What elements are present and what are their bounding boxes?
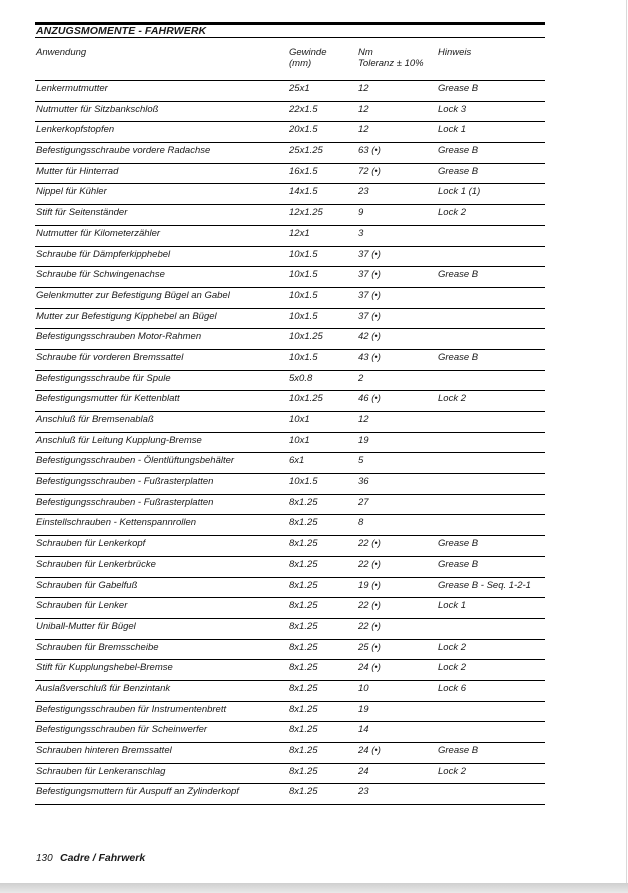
cell-anwendung: Schrauben für Lenker xyxy=(36,600,128,612)
cell-anwendung: Befestigungsmuttern für Auspuff an Zylinderkopf xyxy=(36,786,239,798)
cell-anwendung: Befestigungsschraube vordere Radachse xyxy=(36,145,211,157)
cell-gewinde: 10x1.5 xyxy=(289,289,318,301)
cell-hinweis: Lock 1 xyxy=(438,600,466,612)
cell-anwendung: Nutmutter für Kilometerzähler xyxy=(36,227,161,239)
cell-hinweis: Grease B - Seq. 1-2-1 xyxy=(438,579,531,591)
cell-hinweis: Grease B xyxy=(438,83,479,94)
cell-gewinde: 8x1.25 xyxy=(289,620,318,632)
cell-nm: 14 xyxy=(358,724,369,736)
cell-gewinde: 10x1 xyxy=(289,414,310,425)
cell-nm: 19 xyxy=(358,703,369,715)
table-row xyxy=(35,640,545,661)
cell-gewinde: 10x1 xyxy=(289,434,310,446)
table-row xyxy=(35,433,545,454)
cell-hinweis: Lock 6 xyxy=(438,682,466,694)
window-bottom-edge xyxy=(0,883,628,893)
cell-nm: 27 xyxy=(358,496,369,508)
cell-gewinde: 14x1.5 xyxy=(289,186,318,198)
cell-gewinde: 10x1.25 xyxy=(289,331,323,343)
table-row xyxy=(35,309,545,330)
cell-gewinde: 8x1.25 xyxy=(289,641,318,653)
cell-gewinde: 16x1.5 xyxy=(289,165,318,177)
cell-hinweis: Lock 2 xyxy=(438,393,466,405)
table-row xyxy=(35,247,545,268)
table-row xyxy=(35,557,545,578)
table-row xyxy=(35,81,545,102)
cell-gewinde: 12x1 xyxy=(289,227,310,239)
cell-anwendung: Befestigungsschrauben für Scheinwerfer xyxy=(36,724,208,736)
cell-nm: 37 (•) xyxy=(358,289,381,301)
cell-nm: 37 (•) xyxy=(358,269,381,281)
column-header-gewinde xyxy=(289,47,327,69)
table-row xyxy=(35,784,545,805)
torque-table xyxy=(35,81,545,805)
cell-nm: 72 (•) xyxy=(358,165,381,177)
cell-nm: 10 xyxy=(358,682,369,694)
cell-anwendung: Lenkerkopfstopfen xyxy=(36,124,115,136)
cell-gewinde: 8x1.25 xyxy=(289,703,318,715)
table-row xyxy=(35,350,545,371)
cell-nm: 12 xyxy=(358,83,369,94)
table-row xyxy=(35,226,545,247)
cell-gewinde: 8x1.25 xyxy=(289,745,318,756)
table-row xyxy=(35,164,545,185)
table-row xyxy=(35,288,545,309)
column-header-gewinde-unit: (mm) xyxy=(289,58,312,69)
cell-nm: 42 (•) xyxy=(358,331,381,343)
table-row xyxy=(35,391,545,412)
cell-gewinde: 8x1.25 xyxy=(289,786,318,798)
table-row xyxy=(35,453,545,474)
cell-anwendung: Befestigungsschrauben Motor-Rahmen xyxy=(36,331,202,343)
cell-nm: 12 xyxy=(358,414,369,425)
cell-nm: 12 xyxy=(358,103,369,115)
cell-gewinde: 10x1.5 xyxy=(289,351,318,363)
table-row xyxy=(35,474,545,495)
cell-anwendung: Befestigungsmutter für Kettenblatt xyxy=(36,393,180,405)
cell-nm: 19 xyxy=(358,434,369,446)
cell-gewinde: 8x1.25 xyxy=(289,662,318,674)
cell-hinweis: Grease B xyxy=(438,538,479,550)
cell-anwendung: Befestigungsschraube für Spule xyxy=(36,372,171,384)
cell-anwendung: Gelenkmutter zur Befestigung Bügel an Gabel xyxy=(36,289,230,301)
cell-gewinde: 8x1.25 xyxy=(289,558,318,570)
column-header-anwendung: Anwendung xyxy=(36,47,87,58)
table-row xyxy=(35,412,545,433)
cell-gewinde: 25x1.25 xyxy=(289,145,323,157)
cell-nm: 19 (•) xyxy=(358,579,381,591)
table-row xyxy=(35,329,545,350)
cell-anwendung: Anschluß für Bremsenablaß xyxy=(36,414,154,425)
cell-gewinde: 6x1 xyxy=(289,455,305,467)
cell-anwendung: Stift für Kupplungshebel-Bremse xyxy=(36,662,173,674)
column-header-nm-label: Nm xyxy=(358,47,373,58)
cell-gewinde: 10x1.5 xyxy=(289,310,318,322)
cell-nm: 8 xyxy=(358,517,364,529)
cell-nm: 37 (•) xyxy=(358,310,381,322)
cell-anwendung: Mutter für Hinterrad xyxy=(36,165,119,177)
page-title: ANZUGSMOMENTE - FAHRWERK xyxy=(36,25,207,37)
table-row xyxy=(35,702,545,723)
cell-anwendung: Schrauben für Bremsscheibe xyxy=(36,641,159,653)
cell-nm: 12 xyxy=(358,124,369,136)
cell-nm: 22 (•) xyxy=(358,538,381,550)
cell-hinweis: Grease B xyxy=(438,351,479,363)
cell-gewinde: 22x1.5 xyxy=(289,103,318,115)
cell-nm: 24 (•) xyxy=(358,745,381,756)
cell-gewinde: 12x1.25 xyxy=(289,207,323,219)
cell-nm: 5 xyxy=(358,455,364,467)
table-row xyxy=(35,578,545,599)
cell-anwendung: Schrauben für Lenkerbrücke xyxy=(36,558,156,570)
cell-anwendung: Schrauben hinteren Bremssattel xyxy=(36,745,172,756)
table-row xyxy=(35,102,545,123)
cell-anwendung: Schrauben für Lenkerkopf xyxy=(36,538,146,550)
cell-anwendung: Schraube für Schwingenachse xyxy=(36,269,165,281)
cell-nm: 46 (•) xyxy=(358,393,381,405)
title-rule xyxy=(35,37,545,38)
table-row xyxy=(35,371,545,392)
cell-nm: 24 xyxy=(358,765,369,777)
cell-hinweis: Grease B xyxy=(438,745,479,756)
cell-nm: 2 xyxy=(358,372,364,384)
cell-anwendung: Schrauben für Lenkeranschlag xyxy=(36,765,166,777)
cell-gewinde: 8x1.25 xyxy=(289,579,318,591)
table-row xyxy=(35,681,545,702)
table-row xyxy=(35,495,545,516)
cell-nm: 63 (•) xyxy=(358,145,381,157)
cell-gewinde: 8x1.25 xyxy=(289,517,318,529)
cell-hinweis: Lock 2 xyxy=(438,641,466,653)
table-row xyxy=(35,619,545,640)
cell-hinweis: Grease B xyxy=(438,165,479,177)
cell-gewinde: 8x1.25 xyxy=(289,496,318,508)
cell-hinweis: Lock 2 xyxy=(438,662,466,674)
cell-nm: 25 (•) xyxy=(358,641,381,653)
cell-gewinde: 20x1.5 xyxy=(289,124,318,136)
table-row xyxy=(35,722,545,743)
cell-gewinde: 25x1 xyxy=(289,83,310,94)
table-row xyxy=(35,267,545,288)
cell-hinweis: Lock 3 xyxy=(438,103,466,115)
cell-anwendung: Nippel für Kühler xyxy=(36,186,107,198)
page-number: 130 xyxy=(36,853,53,864)
table-row xyxy=(35,598,545,619)
cell-gewinde: 10x1.25 xyxy=(289,393,323,405)
cell-gewinde: 10x1.5 xyxy=(289,248,318,260)
table-row xyxy=(35,205,545,226)
cell-anwendung: Mutter zur Befestigung Kipphebel an Bügel xyxy=(36,310,217,322)
table-row xyxy=(35,122,545,143)
cell-anwendung: Uniball-Mutter für Bügel xyxy=(36,620,136,632)
cell-nm: 22 (•) xyxy=(358,558,381,570)
cell-nm: 9 xyxy=(358,207,364,219)
table-row xyxy=(35,660,545,681)
column-header-nm xyxy=(358,47,424,69)
table-row xyxy=(35,764,545,785)
cell-hinweis: Grease B xyxy=(438,558,479,570)
cell-gewinde: 8x1.25 xyxy=(289,600,318,612)
cell-anwendung: Anschluß für Leitung Kupplung-Bremse xyxy=(36,434,202,446)
cell-anwendung: Befestigungsschrauben - Fußrasterplatten xyxy=(36,496,214,508)
table-row xyxy=(35,143,545,164)
cell-nm: 22 (•) xyxy=(358,620,381,632)
cell-gewinde: 8x1.25 xyxy=(289,538,318,550)
cell-anwendung: Befestigungsschrauben - Ölentlüftungsbehälter xyxy=(36,455,235,467)
cell-anwendung: Stift für Seitenständer xyxy=(36,207,128,219)
cell-hinweis: Lock 2 xyxy=(438,765,466,777)
table-row xyxy=(35,515,545,536)
cell-nm: 23 xyxy=(358,186,369,198)
cell-anwendung: Befestigungsschrauben für Instrumentenbrett xyxy=(36,703,227,715)
cell-anwendung: Lenkermutmutter xyxy=(36,83,108,94)
cell-gewinde: 8x1.25 xyxy=(289,682,318,694)
cell-nm: 36 xyxy=(358,476,369,488)
cell-gewinde: 10x1.5 xyxy=(289,269,318,281)
cell-gewinde: 10x1.5 xyxy=(289,476,318,488)
column-header-nm-tolerance: Toleranz ± 10% xyxy=(358,58,424,69)
cell-anwendung: Befestigungsschrauben - Fußrasterplatten xyxy=(36,476,214,488)
column-header-hinweis: Hinweis xyxy=(438,47,472,58)
table-row xyxy=(35,743,545,764)
cell-nm: 22 (•) xyxy=(358,600,381,612)
cell-nm: 3 xyxy=(358,227,364,239)
cell-gewinde: 8x1.25 xyxy=(289,765,318,777)
table-row xyxy=(35,536,545,557)
cell-hinweis: Grease B xyxy=(438,145,479,157)
cell-anwendung: Schrauben für Gabelfuß xyxy=(36,579,138,591)
cell-nm: 23 xyxy=(358,786,369,798)
table-row xyxy=(35,184,545,205)
footer-section-title: Cadre / Fahrwerk xyxy=(60,852,146,864)
cell-hinweis: Lock 2 xyxy=(438,207,466,219)
cell-hinweis: Grease B xyxy=(438,269,479,281)
cell-nm: 24 (•) xyxy=(358,662,381,674)
cell-nm: 43 (•) xyxy=(358,351,381,363)
cell-anwendung: Schraube für vorderen Bremssattel xyxy=(36,351,184,363)
cell-nm: 37 (•) xyxy=(358,248,381,260)
cell-gewinde: 8x1.25 xyxy=(289,724,318,736)
column-header-gewinde-label: Gewinde xyxy=(289,47,327,58)
cell-gewinde: 5x0.8 xyxy=(289,372,313,384)
cell-hinweis: Lock 1 xyxy=(438,124,466,136)
cell-hinweis: Lock 1 (1) xyxy=(438,186,481,198)
cell-anwendung: Einstellschrauben - Kettenspannrollen xyxy=(36,517,197,529)
cell-anwendung: Auslaßverschluß für Benzintank xyxy=(36,682,171,694)
cell-anwendung: Schraube für Dämpferkipphebel xyxy=(36,248,171,260)
cell-anwendung: Nutmutter für Sitzbankschloß xyxy=(36,103,159,115)
